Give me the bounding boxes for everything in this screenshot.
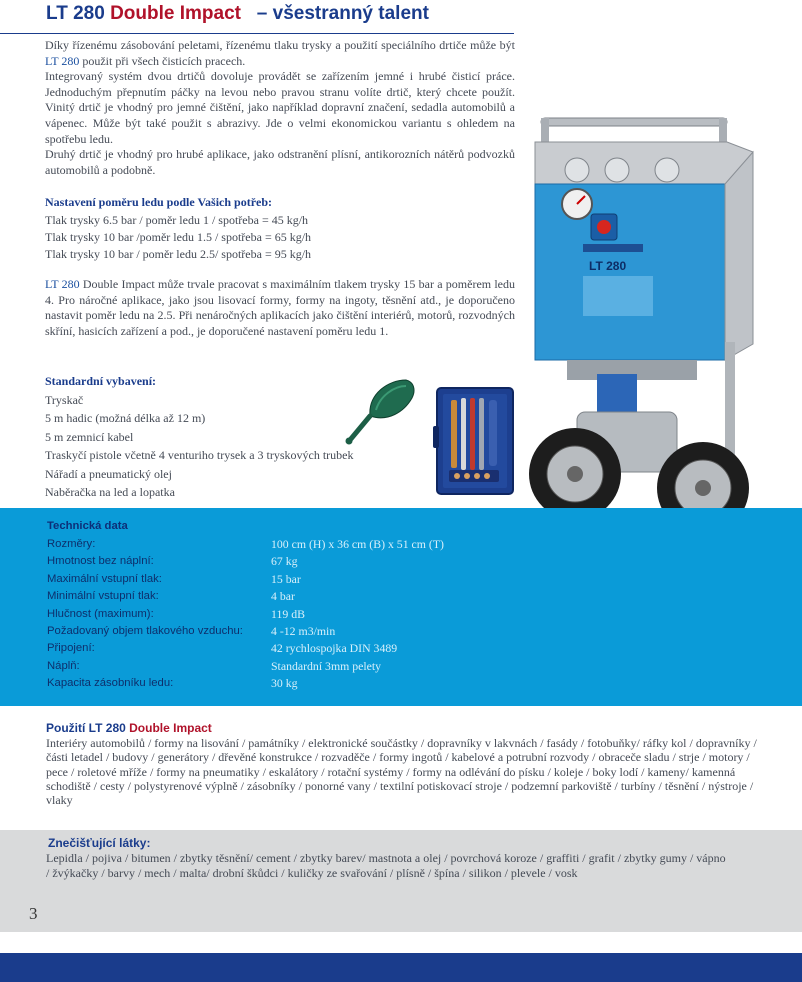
tech-label: Rozměry: [47,538,96,550]
title-model: LT 280 [46,3,105,24]
page-number: 3 [29,904,38,923]
standard-equipment-heading: Standardní vybavení: [45,374,157,388]
pollutants-band [0,830,802,932]
tech-row [47,658,444,675]
technical-data-heading: Technická data [47,520,128,532]
tech-label: Připojení: [47,642,95,655]
tech-value: 42 rychlospojka DIN 3489 [271,641,398,656]
equipment-item: Traskyčí pistole včetně 4 venturiho trysek a 3 tryskových trubek [45,448,354,463]
equipment-item: Tryskač [45,393,84,407]
pollutants-heading: Znečišťující látky: [48,836,151,850]
tech-row [47,571,444,588]
ice-ratio-line: Tlak trysky 10 bar /poměr ledu 1.5 / spotřeba = 65 kg/h [45,230,312,244]
ice-ratio-line: Tlak trysky 6.5 bar / poměr ledu 1 / spotřeba = 45 kg/h [45,213,309,227]
equipment-item: Naběračka na led a lopatka [45,485,175,500]
tech-row [47,640,444,657]
ice-scoop-image [340,376,418,448]
machine-label: LT 280 [589,259,627,273]
tech-value: Standardní 3mm pelety [271,658,382,673]
title-tagline: – všestranný talent [246,3,429,24]
tech-value: 15 bar [271,571,301,586]
machine-image [527,112,757,548]
intro-text [45,38,515,178]
ice-ratio-heading: Nastavení poměru ledu podle Vašich potřeb: [45,195,273,209]
page-title [46,3,429,25]
tech-value: 4 -12 m3/min [271,623,336,638]
tech-label: Hmotnost bez náplní: [47,555,154,568]
intro-paragraph-1: Díky řízenému zásobování peletami, řízenému tlaku trysky a použití speciálního drtiče může být LT 280 použit při všech čisticích pracech. [45,38,515,68]
tech-label: Maximální vstupní tlak: [47,572,162,585]
usage-list: Interiéry automobilů / formy na lisování / památníky / elektronické součástky / dopravníky v lakvnách / fasády / fotobuňky/ ráfky kol / dopravníky / části letadel / budovy / generátory / dřevěné konstrukce / rozvaděče / formy ingotů / kabelové a potrubní rozvody / obraceče sladu / strje / motory / pece / roletové mříže / formy na pneumatiky / eskalátory / rotační systémy / formy na odlévání do písku / koleje / boky lodí / kameny/ kamenná schodiště / cesty / polystyrenové výplně / zásobníky / ponorné vany / textilní potiskovací stroje / podzemní parkoviště / turbíny / těsnění / nýstroje / vlaky [46,736,757,808]
tech-value: 119 dB [271,606,305,621]
equipment-item: 5 m zemnicí kabel [45,429,134,444]
usage-section [46,721,758,807]
pollutants-section [46,836,726,881]
tech-label: Náplň: [47,659,80,672]
model-name: LT 280 [45,53,80,68]
accessory-case-image [433,386,515,496]
tech-label: Požadovaný objem tlakového vzduchu: [47,624,243,637]
capability-paragraph: LT 280 Double Impact může trvale pracovat s maximálním tlakem trysky 15 bar a poměrem ledu 4. Pro náročné aplikace, jako jsou lisovací formy, formy na ingoty, těsnění atd., je doporučeno nastavit poměr ledu na 2.5. Při nenáročných aplikacích jako čištění interiérů, motorů, rozvodných skříní, hasicích zařízení a pod., je doporučené nastavení poměru ledu 1. [45,277,516,339]
tech-value: 4 bar [271,589,295,604]
tech-label: Hlučnost (maximum): [47,607,154,620]
tech-row [47,675,444,692]
ice-ratio-line: Tlak trysky 10 bar / poměr ledu 2.5/ spotřeba = 95 kg/h [45,247,312,261]
tech-value: 67 kg [271,554,298,569]
pollutants-list: Lepidla / pojiva / bitumen / zbytky těsnění/ cement / zbytky barev/ mastnota a olej / povrchová koroze / graffiti / grafit / zbytky gumy / vápno / žvýkačky / barvy / mech / malta/ drobní škůdci / kuličky ze svařování / plísně / špína / silikon / plevele / vosk [46,851,726,880]
tech-row [47,623,444,640]
tech-label: Kapacita zásobníku ledu: [47,677,174,690]
title-product: Double Impact [110,3,241,24]
equipment-item: Nářadí a pneumatický olej [45,466,172,481]
intro-paragraph-2: Integrovaný systém dvou drtičů dovoluje provádět se zařízením jemné i hrubé čisticí práce. Jednoduchým přepnutím páčky na levou nebo pravou stranu volíte drtič, který chcete použít. Vinitý drtič je vhodný pro jemné čištění, jako například dopravní značení, sedadla automobilů a vápenec. Může být také použit s abrazivy. Jde o velmi ekonomickou variantu s ohledem na spotřebu ledu. [45,69,515,146]
technical-data-band [0,508,802,706]
tech-row [47,606,444,623]
usage-heading: Použití LT 280 Double Impact [46,721,212,735]
tech-value: 100 cm (H) x 36 cm (B) x 51 cm (T) [271,537,444,551]
tech-value: 30 kg [271,676,298,691]
intro-paragraph-3: Druhý drtič je vhodný pro hrubé aplikace, jako odstranění plísní, antikorozních nátěrů podvozků automobilů a podobně. [45,147,515,177]
tech-row [47,553,444,570]
technical-data [47,519,444,693]
ice-ratio-section [45,195,515,263]
footer-bar [0,953,802,982]
tech-label: Minimální vstupní tlak: [47,590,159,603]
model-name: LT 280 [45,277,80,291]
tech-row [47,588,444,605]
title-underline [0,33,514,34]
equipment-item: 5 m hadic (možná délka až 12 m) [45,411,206,426]
tech-row [47,536,444,553]
